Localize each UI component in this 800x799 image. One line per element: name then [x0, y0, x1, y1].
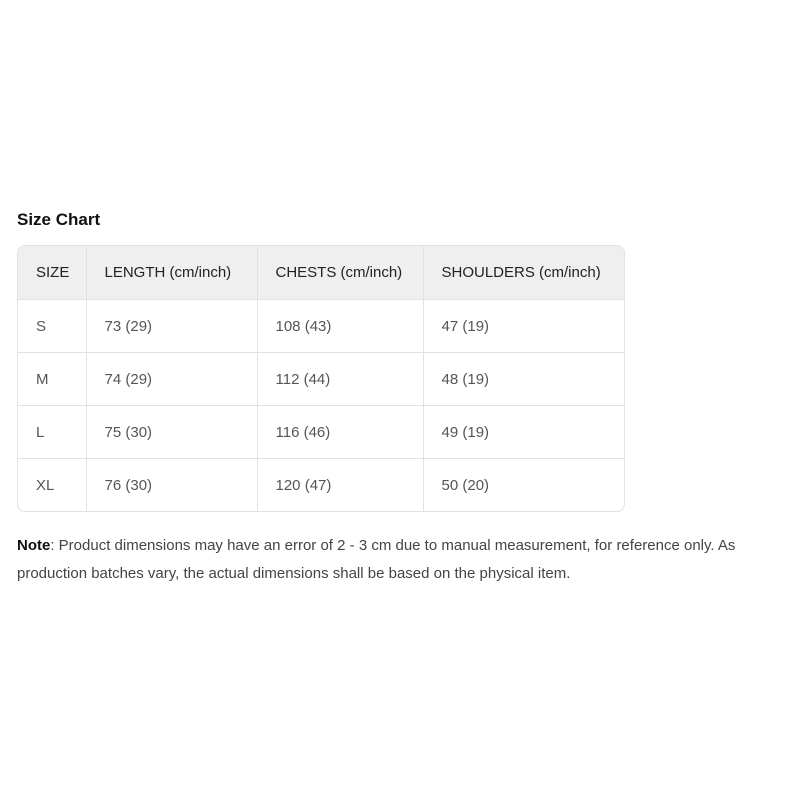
- cell-chest: 108 (43): [257, 300, 423, 353]
- cell-length: 74 (29): [86, 353, 257, 406]
- measurement-note: [17, 532, 792, 588]
- cell-chest: 120 (47): [257, 459, 423, 512]
- table-row: [18, 353, 624, 406]
- note-text: : Product dimensions may have an error of 2 - 3 cm due to manual measurement, for reference only. As production batches vary, the actual dimensions shall be based on the physical item.: [17, 537, 736, 582]
- cell-shoulders: 48 (19): [423, 353, 624, 406]
- cell-shoulders: 47 (19): [423, 300, 624, 353]
- cell-length: 76 (30): [86, 459, 257, 512]
- cell-length: 73 (29): [86, 300, 257, 353]
- cell-size: M: [18, 353, 86, 406]
- cell-size: S: [18, 300, 86, 353]
- cell-size: L: [18, 406, 86, 459]
- header-chests: CHESTS (cm/inch): [257, 246, 423, 300]
- cell-length: 75 (30): [86, 406, 257, 459]
- header-length: LENGTH (cm/inch): [86, 246, 257, 300]
- note-label: Note: [17, 537, 51, 554]
- cell-chest: 116 (46): [257, 406, 423, 459]
- header-shoulders: SHOULDERS (cm/inch): [423, 246, 624, 300]
- cell-chest: 112 (44): [257, 353, 423, 406]
- table-row: [18, 406, 624, 459]
- cell-shoulders: 49 (19): [423, 406, 624, 459]
- cell-size: XL: [18, 459, 86, 512]
- table-header-row: [18, 246, 624, 300]
- cell-shoulders: 50 (20): [441, 476, 490, 494]
- size-chart-table: [17, 245, 625, 512]
- size-chart-title: Size Chart: [17, 210, 101, 229]
- header-size: SIZE: [18, 246, 86, 300]
- table-row: [18, 459, 624, 512]
- table-row: [18, 300, 624, 353]
